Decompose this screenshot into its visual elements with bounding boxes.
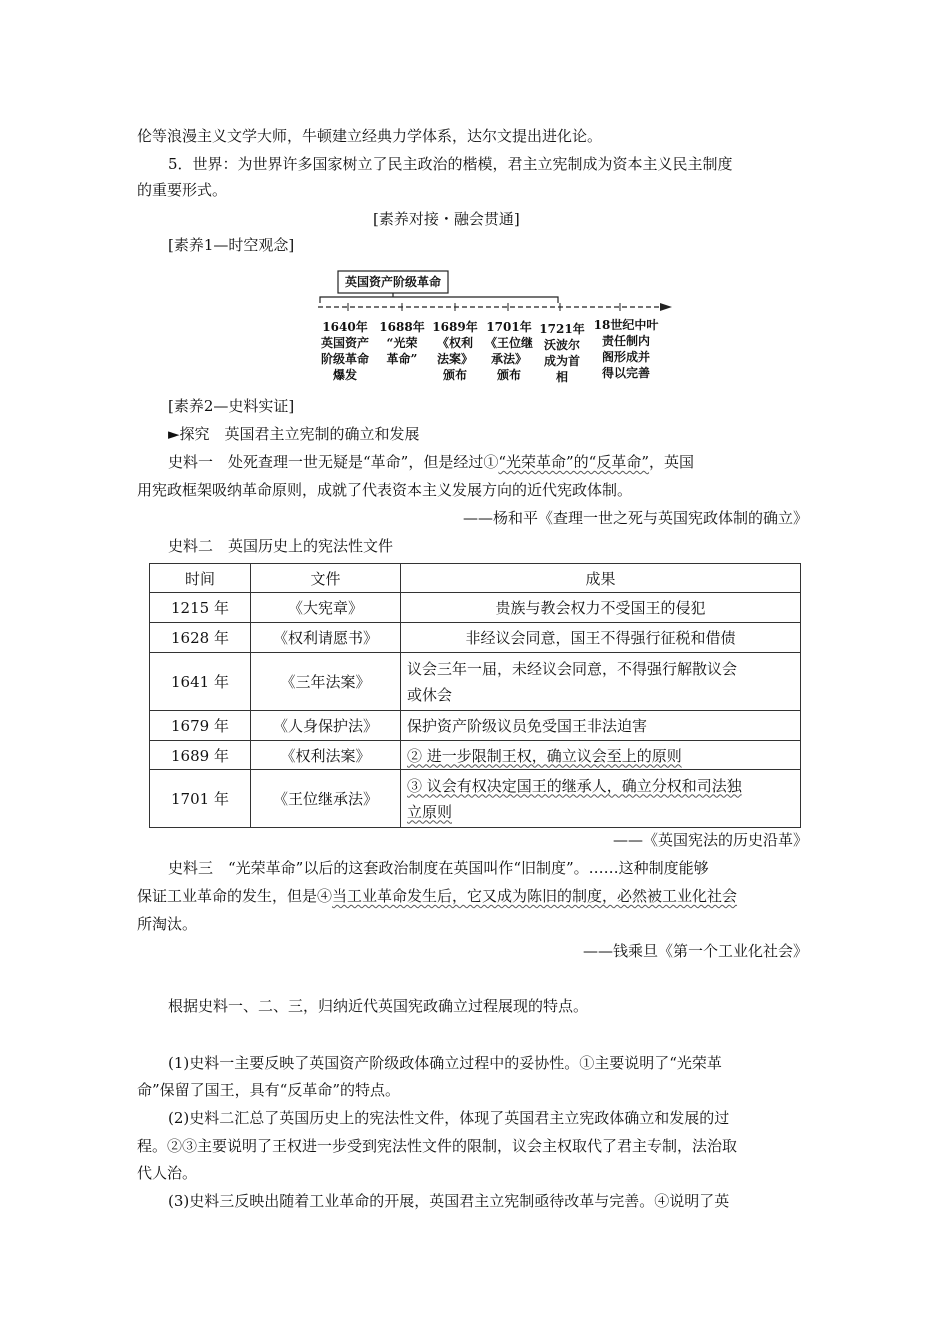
event-text: 沃波尔 <box>543 338 580 352</box>
table-row <box>150 623 801 653</box>
table-cell: 《权利请愿书》 <box>251 623 401 653</box>
event-text: 革命” <box>386 352 418 366</box>
table-row <box>150 711 801 741</box>
table-row <box>150 741 801 770</box>
wavy-underline: “光荣革命”的“反革命” <box>498 453 650 471</box>
citation: ——钱乘旦《第一个工业化社会》 <box>582 942 808 960</box>
table-cell: 保护资产阶级议员免受国王非法迫害 <box>401 711 801 741</box>
table-row <box>150 770 801 828</box>
source3-line: 史料三 “光荣革命”以后的这套政治制度在英国叫作“旧制度”。……这种制度能够 <box>168 859 709 877</box>
event-text: 英国资产 <box>320 336 369 350</box>
event-year: 1688年 <box>379 320 425 334</box>
timeline-event <box>427 319 483 383</box>
table-cell: 贵族与教会权力不受国王的侵犯 <box>401 593 801 623</box>
table-cell: 《王位继承法》 <box>251 770 401 828</box>
timeline-event <box>374 319 430 367</box>
paragraph-line: 伦等浪漫主义文学大师，牛顿建立经典力学体系，达尔文提出进化论。 <box>137 127 603 145</box>
event-text: 成为首 <box>543 354 580 368</box>
timeline-event <box>586 317 666 381</box>
answer-line: 程。②③主要说明了王权进一步受到宪法性文件的限制，议会主权取代了君主专制，法治取 <box>137 1137 738 1155</box>
event-text: 颁布 <box>442 368 467 382</box>
answer-line: (3)史料三反映出随着工业革命的开展，英国君主立宪制亟待改革与完善。④说明了英 <box>168 1192 730 1210</box>
question: 根据史料一、二、三，归纳近代英国宪政确立过程展现的特点。 <box>168 997 589 1015</box>
wavy-underline: 当工业革命发生后，它又成为陈旧的制度，必然被工业化社会 <box>332 887 738 905</box>
answer-line: 命”保留了国王，具有“反革命”的特点。 <box>137 1081 401 1099</box>
table-cell: 非经议会同意，国王不得强行征税和借债 <box>401 623 801 653</box>
table-cell: ③ 议会有权决定国王的继承人，确立分权和司法独 立原则 <box>401 770 801 828</box>
timeline-event <box>534 321 590 385</box>
event-year: 1640年 <box>322 320 368 334</box>
table-cell: 1701 年 <box>150 770 251 828</box>
explore-heading: ►探究 英国君主立宪制的确立和发展 <box>168 425 420 443</box>
event-year: 18世纪中叶 <box>593 318 659 332</box>
table-header: 时间 <box>150 564 251 593</box>
answer-line: 代人治。 <box>137 1164 198 1182</box>
table-cell: 1679 年 <box>150 711 251 741</box>
event-text: 颁布 <box>496 368 521 382</box>
table-cell: ② 进一步限制王权，确立议会至上的原则 <box>401 741 801 770</box>
answer-line: (1)史料一主要反映了英国资产阶级政体确立过程中的妥协性。①主要说明了“光荣革 <box>168 1054 722 1072</box>
paragraph-line: 5．世界：为世界许多国家树立了民主政治的楷模，君主立宪制成为资本主义民主制度 <box>168 155 733 173</box>
event-text: 阁形成并 <box>601 350 650 364</box>
event-year: 1689年 <box>432 320 478 334</box>
paragraph-line: 的重要形式。 <box>137 181 228 199</box>
source1-line: 史料一 处死查理一世无疑是“革命”，但是经过①“光荣革命”的“反革命”，英国 <box>168 453 695 471</box>
subsection-label: [素养1—时空观念] <box>168 236 295 254</box>
table-cell: 1628 年 <box>150 623 251 653</box>
table-header: 文件 <box>251 564 401 593</box>
citation: ——杨和平《查理一世之死与英国宪政体制的确立》 <box>462 509 808 527</box>
subsection-label: [素养2—史料实证] <box>168 397 295 415</box>
table-cell: 《人身保护法》 <box>251 711 401 741</box>
table-row <box>150 593 801 623</box>
table-header-row <box>150 564 801 593</box>
source3-line: 所淘汰。 <box>137 915 198 933</box>
source2-title: 史料二 英国历史上的宪法性文件 <box>168 537 394 555</box>
event-text: 得以完善 <box>601 366 650 380</box>
table-cell: 1689 年 <box>150 741 251 770</box>
timeline-box-label: 英国资产阶级革命 <box>344 275 441 289</box>
table-cell: 议会三年一届，未经议会同意，不得强行解散议会 或休会 <box>401 653 801 711</box>
timeline-bracket <box>320 297 558 303</box>
event-text: 《王位继 <box>484 336 533 350</box>
event-text: 相 <box>555 370 568 384</box>
table-cell: 1215 年 <box>150 593 251 623</box>
event-text: “光荣 <box>386 336 418 350</box>
table-header: 成果 <box>401 564 801 593</box>
source1-line: 用宪政框架吸纳革命原则，成就了代表资本主义发展方向的近代宪政体制。 <box>137 481 633 499</box>
table-cell: 《大宪章》 <box>251 593 401 623</box>
table-cell: 1641 年 <box>150 653 251 711</box>
section-title: [素养对接・融会贯通] <box>373 210 520 228</box>
constitution-table <box>149 563 801 828</box>
table-row <box>150 653 801 711</box>
table-cell: 《三年法案》 <box>251 653 401 711</box>
source3-line: 保证工业革命的发生，但是④当工业革命发生后，它又成为陈旧的制度，必然被工业化社会 <box>137 887 738 905</box>
event-text: 责任制内 <box>601 334 650 348</box>
event-text: 承法》 <box>490 352 527 366</box>
timeline-event <box>312 319 378 383</box>
event-text: 法案》 <box>436 352 473 366</box>
timeline-event <box>478 319 540 383</box>
table-cell: 《权利法案》 <box>251 741 401 770</box>
event-year: 1701年 <box>486 320 532 334</box>
event-text: 爆发 <box>332 368 357 382</box>
timeline-figure <box>310 265 680 384</box>
citation: ——《英国宪法的历史沿革》 <box>612 831 808 849</box>
timeline-arrow <box>660 303 672 311</box>
event-text: 阶级革命 <box>320 352 369 366</box>
event-text: 《权利 <box>436 336 473 350</box>
event-year: 1721年 <box>539 322 585 336</box>
answer-line: (2)史料二汇总了英国历史上的宪法性文件，体现了英国君主立宪政体确立和发展的过 <box>168 1109 730 1127</box>
